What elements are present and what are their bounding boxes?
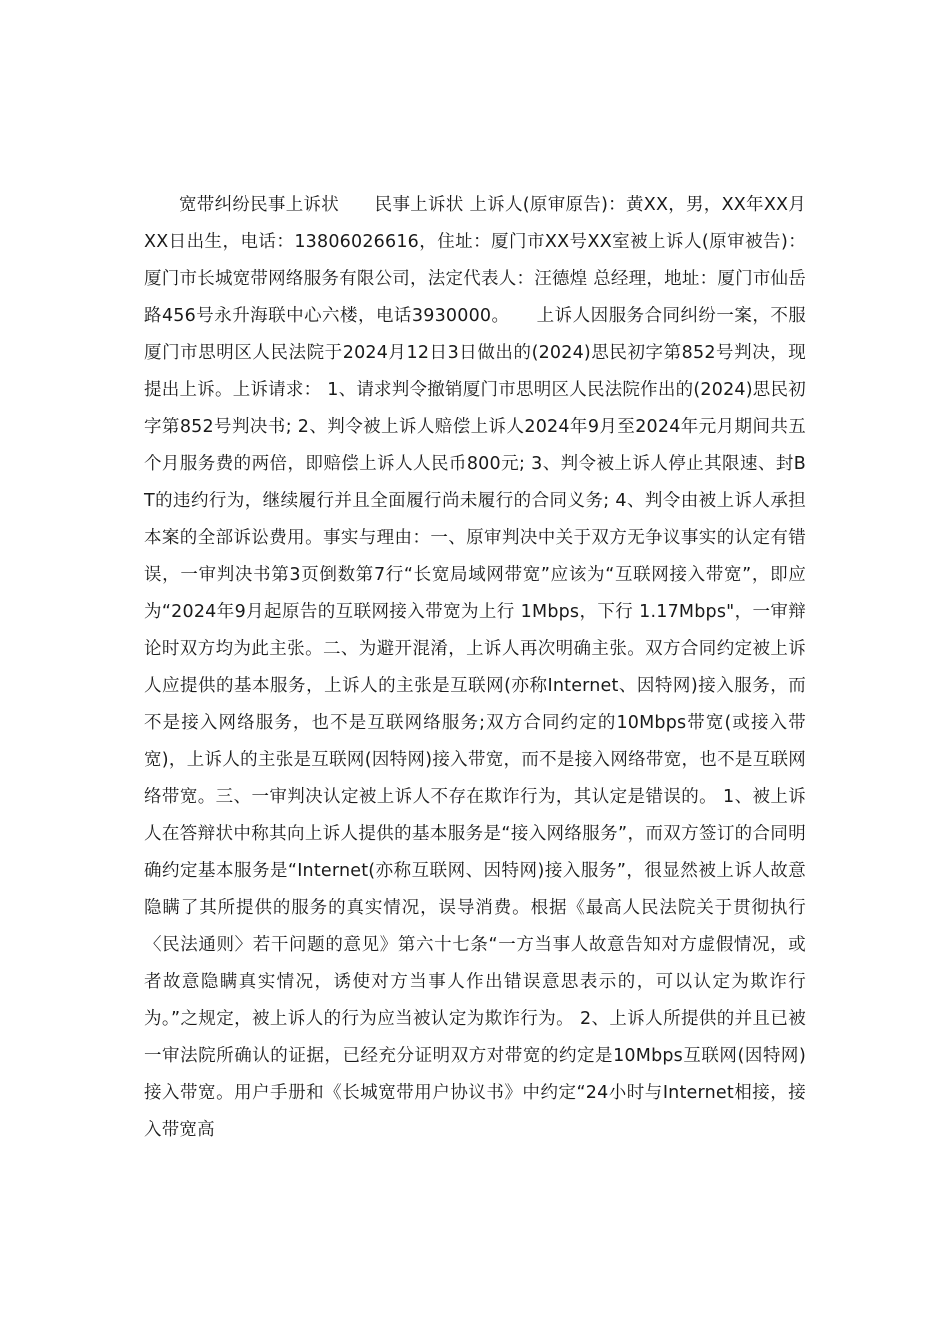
body-paragraph: 宽带纠纷民事上诉状 民事上诉状 上诉人(原审原告)：黄XX，男，XX年XX月XX日出生，电话：13806026616，住址：厦门市XX号XX室被上诉人(原审被告)：厦门市长城宽带网络服务有限公司，法定代表人：汪德煌 总经理，地址：厦门市仙岳路456号永升海联中心六楼，电话3930000。 上诉人因服务合同纠纷一案，不服厦门市思明区人民法院于2024月12日3日做出的(2024)思民初字第852号判决，现提出上诉。上诉请求： 1、请求判令撤销厦门市思明区人民法院作出的(2024)思民初字第852号判决书; 2、判令被上诉人赔偿上诉人2024年9月至2024年元月期间共五个月服务费的两倍，即赔偿上诉人人民币800元; 3、判令被上诉人停止其限速、封BT的违约行为，继续履行并且全面履行尚未履行的合同义务; 4、判令由被上诉人承担本案的全部诉讼费用。事实与理由：一、原审判决中关于双方无争议事实的认定有错误，一审判决书第3页倒数第7行“长宽局域网带宽”应该为“互联网接入带宽”，即应为“2024年9月起原告的互联网接入带宽为上行 1Mbps，下行 1.17Mbps"，一审辩论时双方均为此主张。二、为避开混淆，上诉人再次明确主张。双方合同约定被上诉人应提供的基本服务，上诉人的主张是互联网(亦称Internet、因特网)接入服务，而不是接入网络服务，也不是互联网络服务;双方合同约定的10Mbps带宽(或接入带宽)，上诉人的主张是互联网(因特网)接入带宽，而不是接入网络带宽，也不是互联网络带宽。三、一审判决认定被上诉人不存在欺诈行为，其认定是错误的。 1、被上诉人在答辩状中称其向上诉人提供的基本服务是“接入网络服务”，而双方签订的合同明确约定基本服务是“Internet(亦称互联网、因特网)接入服务”，很显然被上诉人故意隐瞒了其所提供的服务的真实情况，误导消费。根据《最高人民法院关于贯彻执行〈民法通则〉若干问题的意见》第六十七条“一方当事人故意告知对方虚假情况，或者故意隐瞒真实情况，诱使对方当事人作出错误意思表示的，可以认定为欺诈行为。”之规定，被上诉人的行为应当被认定为欺诈行为。 2、上诉人所提供的并且已被一审法院所确认的证据，已经充分证明双方对带宽的约定是10Mbps互联网(因特网)接入带宽。用户手册和《长城宽带用户协议书》中约定“24小时与Internet相接，接入带宽高 xyxy=(144,195,806,1140)
document-body xyxy=(144,187,806,1149)
